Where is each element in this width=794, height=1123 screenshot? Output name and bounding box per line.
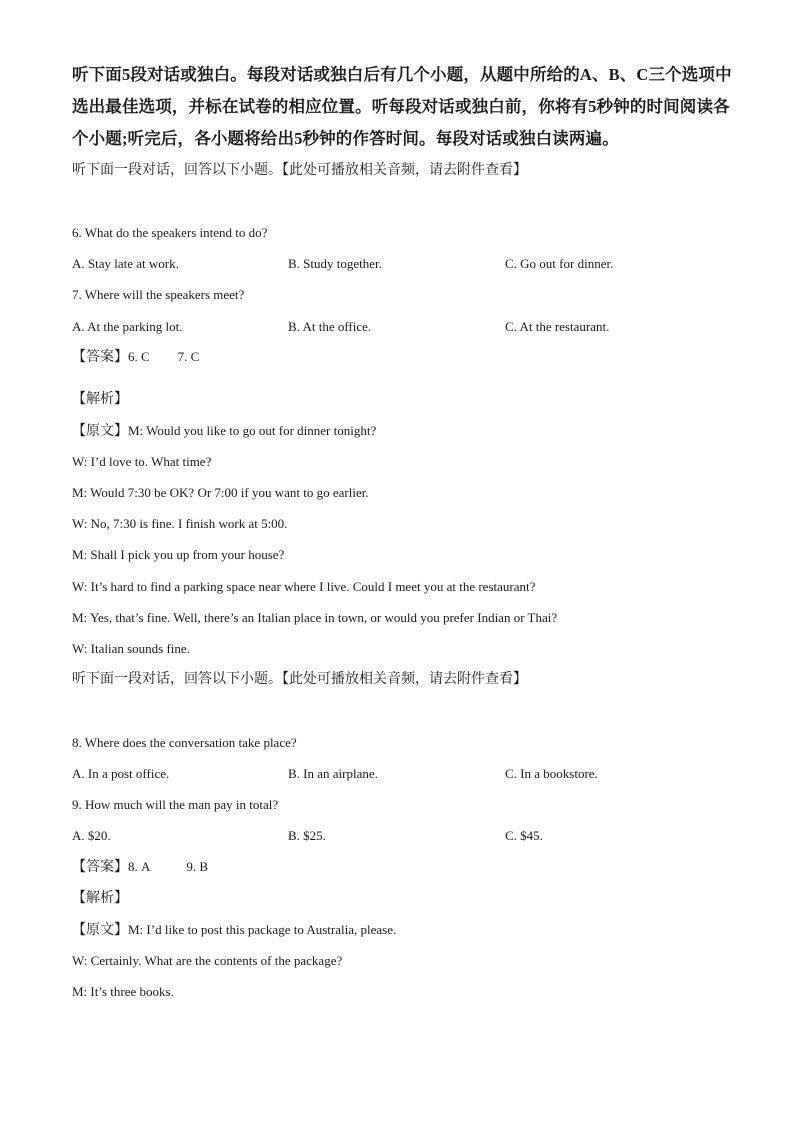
question-8: 8. Where does the conversation take place? <box>72 735 297 750</box>
transcript-text: M: Would you like to go out for dinner tonight? <box>128 423 377 438</box>
transcript-line: M: Would 7:30 be OK? Or 7:00 if you want to go earlier. <box>72 485 369 500</box>
answer-8: 8. A <box>128 859 151 874</box>
answer-tag: 【答案】 <box>72 860 128 875</box>
answer-9: 9. B <box>186 859 209 874</box>
transcript-line: W: I’d love to. What time? <box>72 454 212 469</box>
transcript-tag: 【原文】 <box>72 424 128 439</box>
transcript-line: M: Yes, that’s fine. Well, there’s an Italian place in town, or would you prefer Indian or Thai? <box>72 610 558 625</box>
q9-option-b: B. $25. <box>288 828 326 843</box>
q9-option-a: A. $20. <box>72 828 111 843</box>
q8-option-c: C. In a bookstore. <box>505 766 598 781</box>
transcript-line: W: It’s hard to find a parking space near where I live. Could I meet you at the restaurant? <box>72 579 536 594</box>
intro-line-3: 个小题;听完后，各小题将给出5秒钟的作答时间。每段对话或独白读两遍。 <box>72 129 619 148</box>
q6-option-c: C. Go out for dinner. <box>505 256 614 271</box>
analysis-tag: 【解析】 <box>72 392 128 407</box>
transcript-line <box>72 921 396 940</box>
answer-6: 6. C <box>128 349 150 364</box>
question-6: 6. What do the speakers intend to do? <box>72 225 268 240</box>
question-7: 7. Where will the speakers meet? <box>72 287 245 302</box>
intro-line-1: 听下面5段对话或独白。每段对话或独白后有几个小题，从题中所给的A、B、C三个选项中 <box>72 65 732 84</box>
transcript-line: W: Italian sounds fine. <box>72 641 190 656</box>
section1-instruction: 听下面一段对话，回答以下小题。【此处可播放相关音频，请去附件查看】 <box>72 163 527 178</box>
q7-option-b: B. At the office. <box>288 319 372 334</box>
analysis-tag: 【解析】 <box>72 891 128 906</box>
transcript-line: M: It’s three books. <box>72 984 174 999</box>
intro-line-2: 选出最佳选项，并标在试卷的相应位置。听每段对话或独白前，你将有5秒钟的时间阅读各 <box>72 97 730 116</box>
q8-option-b: B. In an airplane. <box>288 766 378 781</box>
answer-line-2 <box>72 858 208 877</box>
transcript-tag: 【原文】 <box>72 923 128 938</box>
q8-option-a: A. In a post office. <box>72 766 170 781</box>
transcript-line: W: No, 7:30 is fine. I finish work at 5:00. <box>72 516 288 531</box>
answer-line-1 <box>72 348 199 367</box>
analysis-heading-2 <box>72 889 128 908</box>
q6-option-a: A. Stay late at work. <box>72 256 179 271</box>
answer-7: 7. C <box>177 349 200 364</box>
section2-instruction: 听下面一段对话，回答以下小题。【此处可播放相关音频，请去附件查看】 <box>72 672 527 687</box>
transcript-line: M: Shall I pick you up from your house? <box>72 547 285 562</box>
q9-option-c: C. $45. <box>505 828 543 843</box>
question-9: 9. How much will the man pay in total? <box>72 797 279 812</box>
analysis-heading-1 <box>72 390 128 409</box>
transcript-text: M: I’d like to post this package to Australia, please. <box>128 922 397 937</box>
q7-option-a: A. At the parking lot. <box>72 319 183 334</box>
transcript-line <box>72 422 376 441</box>
transcript-line: W: Certainly. What are the contents of the package? <box>72 953 343 968</box>
answer-tag: 【答案】 <box>72 350 128 365</box>
q7-option-c: C. At the restaurant. <box>505 319 610 334</box>
q6-option-b: B. Study together. <box>288 256 382 271</box>
